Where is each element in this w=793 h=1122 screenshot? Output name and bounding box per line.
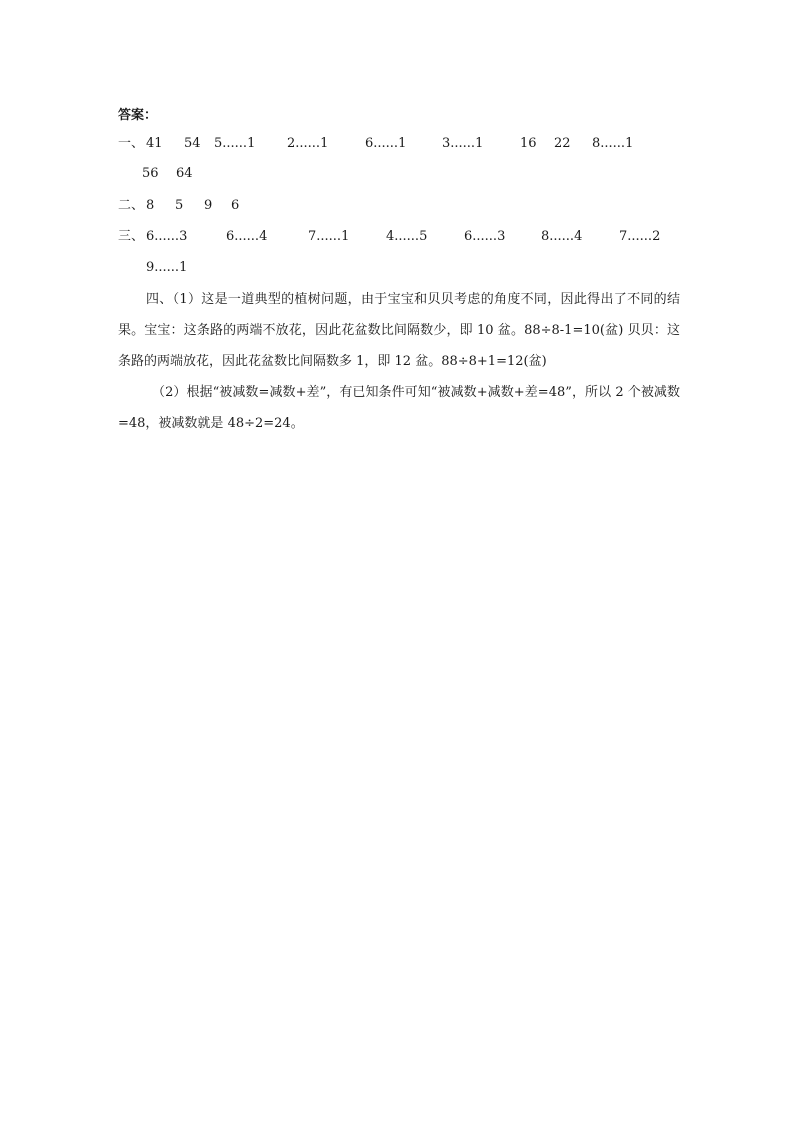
answer-item: 8	[146, 198, 155, 213]
section-2-prefix: 二、	[118, 198, 145, 213]
answer-item: 9......1	[146, 260, 188, 275]
section-4-paragraph-1: 四、（1）这是一道典型的植树问题，由于宝宝和贝贝考虑的角度不同，因此得出了不同的结果。宝宝：这条路的两端不放花，因此花盆数比间隔数少，即 10 盆。88÷8-1=10(盆) 贝贝：这条路的两端放花，因此花盆数比间隔数多 1，即 12 盆。88÷8+1=12(盆)	[118, 292, 680, 369]
answer-item: 4......5	[386, 229, 428, 244]
section-4-paragraph-2: （2）根据“被减数=减数+差”，有已知条件可知“被减数+减数+差=48”，所以 2 个被减数=48，被减数就是 48÷2=24。	[118, 385, 680, 431]
answer-item: 9	[204, 198, 213, 213]
section-1-prefix: 一、	[118, 136, 145, 151]
answer-item: 8......4	[541, 229, 583, 244]
answer-item: 5	[175, 198, 184, 213]
answer-item: 16	[520, 136, 537, 151]
answer-item: 41	[146, 136, 163, 151]
answer-item: 22	[554, 136, 571, 151]
answer-item: 56	[142, 166, 159, 181]
answer-item: 3......1	[442, 136, 484, 151]
answer-item: 8......1	[592, 136, 634, 151]
answer-item: 6......4	[226, 229, 268, 244]
answer-item: 6	[231, 198, 240, 213]
answer-item: 5......1	[214, 136, 256, 151]
answer-item: 64	[176, 166, 193, 181]
answer-item: 6......3	[146, 229, 188, 244]
answer-item: 7......1	[308, 229, 350, 244]
answer-item: 6......1	[365, 136, 407, 151]
answer-item: 2......1	[287, 136, 329, 151]
answer-item: 54	[184, 136, 201, 151]
answer-item: 6......3	[464, 229, 506, 244]
answer-title: 答案：	[118, 108, 158, 123]
answer-item: 7......2	[619, 229, 661, 244]
section-3-prefix: 三、	[118, 229, 145, 244]
